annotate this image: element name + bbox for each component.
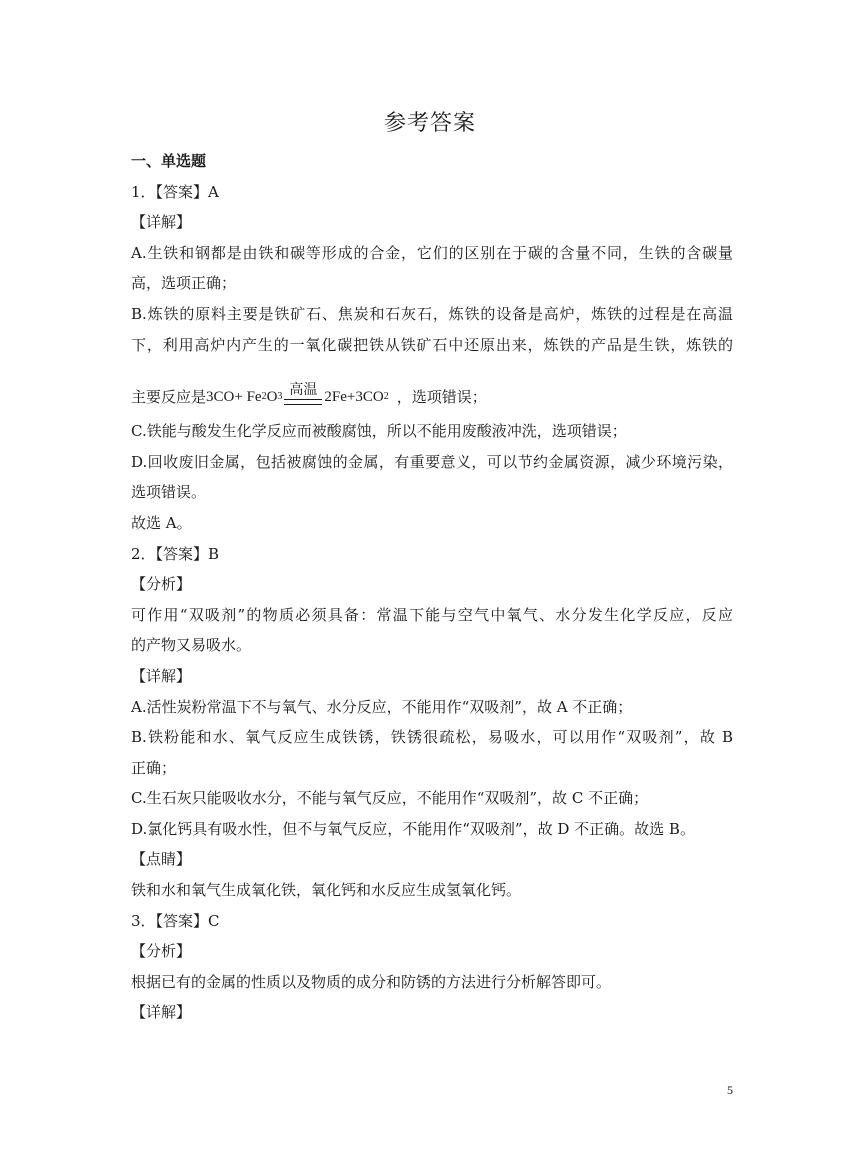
q1-option-d-line: 选项错误。 xyxy=(131,483,207,502)
q1-formula-line xyxy=(131,360,733,416)
equation-subscript: 2 xyxy=(383,390,389,402)
reaction-condition: 高温 xyxy=(289,382,318,399)
q1-option-b-line: 下，利用高炉内产生的一氧化碳把铁从铁矿石中还原出来，炼铁的产品是生铁，炼铁的 xyxy=(131,335,733,354)
q1-option-c-line: C.铁能与酸发生化学反应而被酸腐蚀，所以不能用废酸液冲洗，选项错误； xyxy=(131,422,627,441)
q3-detail-label: 【详解】 xyxy=(131,1003,192,1022)
formula-suffix: ，选项错误； xyxy=(396,387,487,406)
equals-sign xyxy=(284,399,322,405)
q1-option-a-line: A.生铁和钢都是由铁和碳等形成的合金，它们的区别在于碳的含量不同，生铁的含碳量 xyxy=(131,243,733,262)
q2-analysis-line: 的产物又易吸水。 xyxy=(131,636,252,655)
answer-content xyxy=(131,146,733,1028)
section-heading: 一、单选题 xyxy=(131,152,207,170)
page-title: 参考答案 xyxy=(383,111,476,136)
equation-reactant: 3CO+ Fe xyxy=(206,388,262,405)
q2-option-b-line: B.铁粉能和水、氧气反应生成铁锈，铁锈很疏松，易吸水，可以用作“双吸剂”，故 B xyxy=(131,728,733,747)
q2-option-c-line: C.生石灰只能吸收水分，不能与氧气反应，不能用作“双吸剂”，故 C 不正确； xyxy=(131,789,649,808)
formula-prefix: 主要反应是 xyxy=(131,387,207,406)
q3-answer: 3．【答案】C xyxy=(131,911,220,930)
equation-reactant-oxygen: O xyxy=(266,388,278,405)
q2-answer: 2．【答案】B xyxy=(131,544,220,563)
q2-comment-line: 铁和水和氧气生成氧化铁，氧化钙和水反应生成氢氧化钙。 xyxy=(131,881,522,900)
q1-option-b-line: B.炼铁的原料主要是铁矿石、焦炭和石灰石，炼铁的设备是高炉，炼铁的过程是在高温 xyxy=(131,304,733,323)
q2-option-a-line: A.活性炭粉常温下不与氧气、水分反应，不能用作“双吸剂”，故 A 不正确； xyxy=(131,697,633,716)
q2-comment-label: 【点睛】 xyxy=(131,850,192,869)
q2-option-b-line: 正确； xyxy=(131,758,177,777)
q3-analysis-label: 【分析】 xyxy=(131,942,192,961)
q2-analysis-label: 【分析】 xyxy=(131,575,192,594)
q1-detail-label: 【详解】 xyxy=(131,213,192,232)
q1-option-a-line: 高，选项正确； xyxy=(131,274,237,293)
q1-answer: 1．【答案】A xyxy=(131,182,219,201)
q1-option-d-line: D.回收废旧金属，包括被腐蚀的金属，有重要意义，可以节约金属资源，减少环境污染， xyxy=(131,452,733,471)
q1-conclusion: 故选 A。 xyxy=(131,513,192,532)
q2-option-d-line: D.氯化钙具有吸水性，但不与氧气反应，不能用作“双吸剂”，故 D 不正确。故选 B。 xyxy=(131,819,695,838)
q2-analysis-line: 可作用“双吸剂”的物质必须具备：常温下能与空气中氧气、水分发生化学反应，反应 xyxy=(131,605,733,624)
equation-arrow xyxy=(284,382,322,410)
equation-product: 2Fe+3CO xyxy=(324,388,384,405)
equation-subscript: 2 xyxy=(261,390,267,402)
chemical-equation xyxy=(206,382,389,413)
q3-analysis-line: 根据已有的金属的性质以及物质的成分和防锈的方法进行分析解答即可。 xyxy=(131,972,612,991)
page-number: 5 xyxy=(727,1083,733,1097)
q2-detail-label: 【详解】 xyxy=(131,666,192,685)
equation-subscript: 3 xyxy=(277,390,283,402)
